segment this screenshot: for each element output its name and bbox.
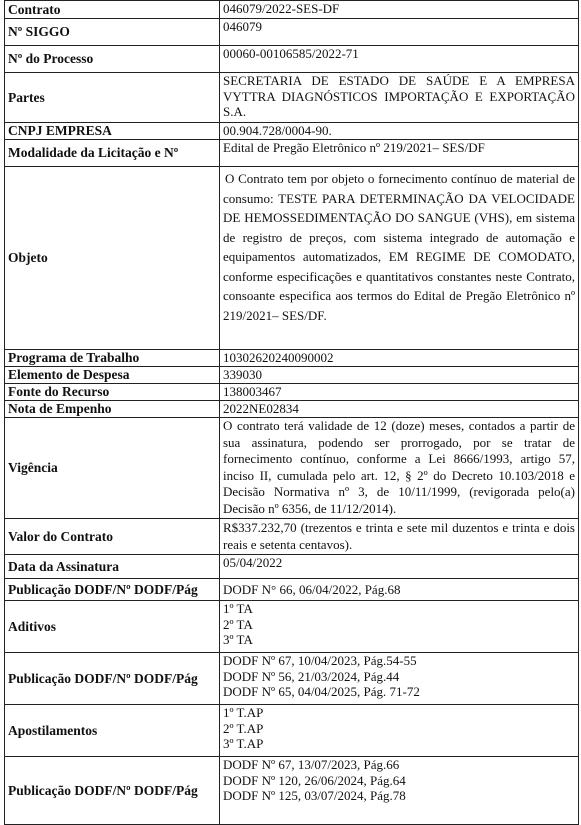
value-programa: 10302620240090002 (220, 350, 579, 367)
value-aditivos (220, 601, 579, 653)
value-partes: SECRETARIA DE ESTADO DE SAÚDE E A EMPRESA VYTTRA DIAGNÓSTICOS IMPORTAÇÃO E EXPORTAÇÃO S.A. (220, 73, 579, 123)
label-assinatura: Data da Assinatura (5, 555, 220, 579)
value-fonte: 138003467 (220, 384, 579, 401)
label-partes: Partes (5, 73, 220, 123)
value-vigencia: O contrato terá validade de 12 (doze) meses, contados a partir de sua assinatura, podendo ser prorrogado, por se tratar de fornecimento contínuo, conforme a Lei 8666/1993, artigo 57, inciso II, cumulada pelo art. 12, § 2º do Decreto 10.103/2018 e Decisão Normativa nº 3, de 10/11/1999, (revigorada pelo(a) Decisão nº 6356, de 11/12/2014). (220, 418, 579, 519)
row-contrato (5, 1, 579, 19)
row-valor (5, 519, 579, 555)
publicacao-item: DODF Nº 67, 13/07/2023, Pág.66 (223, 757, 400, 772)
value-contrato: 046079/2022-SES-DF (220, 1, 579, 19)
aditivo-item: 1º TA (223, 601, 253, 616)
publicacao-item: DODF Nº 56, 21/03/2024, Pág.44 (223, 668, 400, 684)
value-assinatura: 05/04/2022 (220, 555, 579, 579)
row-partes (5, 73, 579, 123)
value-processo: 00060-00106585/2022-71 (220, 46, 579, 73)
row-fonte (5, 384, 579, 401)
publicacao-item: DODF Nº 125, 03/07/2024, Pág.78 (223, 788, 406, 803)
label-modalidade: Modalidade da Licitação e Nº (5, 140, 220, 167)
label-publicacao-2: Publicação DODF/Nº DODF/Pág (5, 653, 220, 705)
label-aditivos: Aditivos (5, 601, 220, 653)
aditivo-item: 3º TA (223, 632, 253, 647)
value-modalidade: Edital de Pregão Eletrônico nº 219/2021– SES/DF (220, 140, 579, 167)
publicacao-item: DODF Nº 120, 26/06/2024, Pág.64 (223, 772, 406, 788)
label-processo: Nº do Processo (5, 46, 220, 73)
row-publicacao-3 (5, 757, 579, 825)
label-vigencia: Vigência (5, 418, 220, 519)
value-publicacao-2 (220, 653, 579, 705)
label-elemento: Elemento de Despesa (5, 367, 220, 384)
label-apostilamentos: Apostilamentos (5, 705, 220, 757)
row-modalidade (5, 140, 579, 167)
label-fonte: Fonte do Recurso (5, 384, 220, 401)
label-cnpj: CNPJ EMPRESA (5, 123, 220, 140)
row-cnpj (5, 123, 579, 140)
label-contrato: Contrato (5, 1, 220, 19)
aditivo-item: 2º TA (223, 616, 253, 632)
row-elemento (5, 367, 579, 384)
apostilamento-item: 1º T.AP (223, 705, 264, 720)
row-publicacao-2 (5, 653, 579, 705)
row-processo (5, 46, 579, 73)
value-valor: R$337.232,70 (trezentos e trinta e sete mil duzentos e trinta e dois reais e setenta centavos). (220, 519, 579, 555)
row-empenho (5, 401, 579, 418)
apostilamento-item: 2º T.AP (223, 720, 264, 736)
label-publicacao-1: Publicação DODF/Nº DODF/Pág (5, 579, 220, 601)
row-apostilamentos (5, 705, 579, 757)
row-programa (5, 350, 579, 367)
label-publicacao-3: Publicação DODF/Nº DODF/Pág (5, 757, 220, 825)
label-programa: Programa de Trabalho (5, 350, 220, 367)
row-assinatura (5, 555, 579, 579)
label-siggo: Nº SIGGO (5, 19, 220, 46)
row-siggo (5, 19, 579, 46)
label-objeto: Objeto (5, 167, 220, 350)
row-vigencia (5, 418, 579, 519)
label-valor: Valor do Contrato (5, 519, 220, 555)
row-aditivos (5, 601, 579, 653)
value-publicacao-1: DODF N° 66, 06/04/2022, Pág.68 (220, 579, 579, 601)
publicacao-item: DODF Nº 65, 04/04/2025, Pág. 71-72 (223, 684, 420, 699)
value-apostilamentos (220, 705, 579, 757)
value-siggo: 046079 (220, 19, 579, 46)
label-empenho: Nota de Empenho (5, 401, 220, 418)
value-objeto: O Contrato tem por objeto o fornecimento contínuo de material de consumo: TESTE PARA DETERMINAÇÃO DA VELOCIDADE DE HEMOSSEDIMENTAÇÃO DO SANGUE (VHS), em sistema de registro de preços, com sistema integrado de automação e equipamentos automatizados, EM REGIME DE COMODATO, conforme especificações e quantitativos constantes neste Contrato, consoante especifica aos termos do Edital de Pregão Eletrônico nº 219/2021– SES/DF. (220, 167, 579, 350)
value-cnpj: 00.904.728/0004-90. (220, 123, 579, 140)
value-publicacao-3 (220, 757, 579, 825)
contract-summary-table (4, 0, 579, 825)
publicacao-item: DODF Nº 67, 10/04/2023, Pág.54-55 (223, 653, 417, 668)
apostilamento-item: 3º T.AP (223, 736, 264, 751)
row-objeto (5, 167, 579, 350)
value-elemento: 339030 (220, 367, 579, 384)
row-publicacao-1 (5, 579, 579, 601)
value-empenho: 2022NE02834 (220, 401, 579, 418)
